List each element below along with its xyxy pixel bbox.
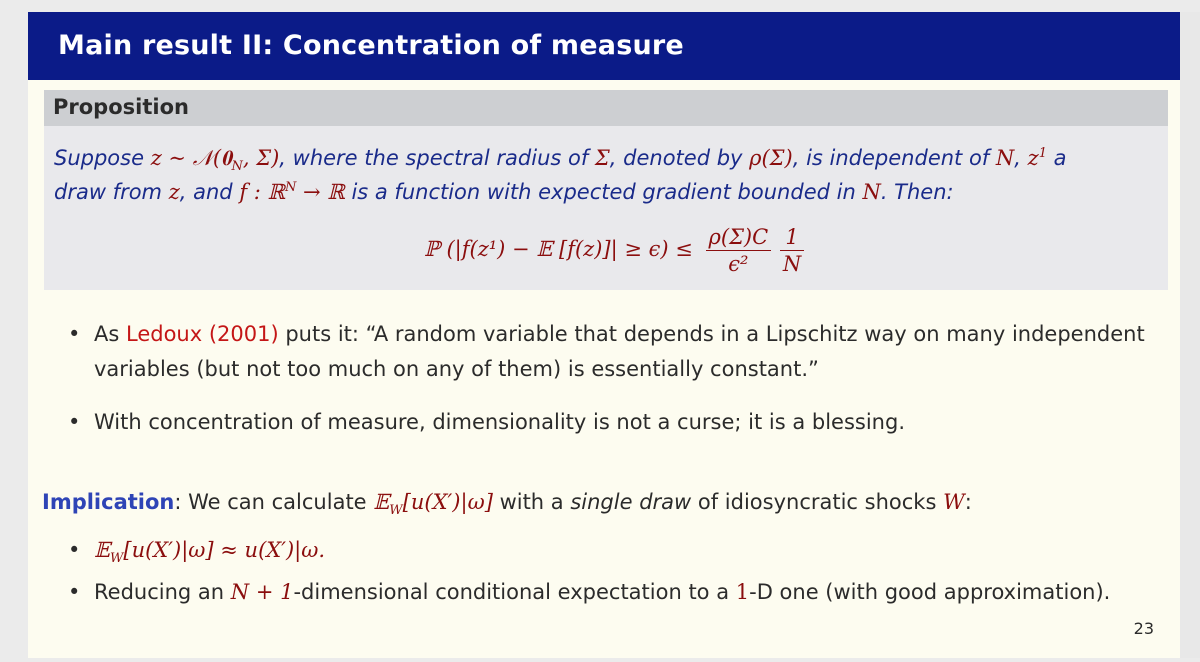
implication-label: Implication: [42, 490, 175, 514]
math-text: 𝔼: [373, 490, 390, 514]
bullet-dot-icon: •: [68, 322, 81, 346]
proposition-body: [44, 126, 1168, 290]
math-approximation: [94, 538, 325, 566]
math-text: → ℝ: [296, 180, 345, 204]
math-function-map: [239, 180, 344, 204]
prop-text: a: [1046, 146, 1067, 170]
prop-text: draw from: [54, 180, 169, 204]
slide-title: Main result II: Concentration of measure: [58, 30, 684, 61]
math-text: , Σ): [242, 146, 280, 170]
title-bar: [28, 12, 1180, 80]
implication-text: : We can calculate: [174, 490, 374, 514]
math-text: [u(X′)|ω]: [402, 490, 493, 514]
prop-text: , where the spectral radius of: [279, 146, 595, 170]
math-one: 1: [735, 580, 750, 604]
prop-text: , and: [179, 180, 240, 204]
bullet-text: -dimensional conditional expectation to a: [293, 580, 736, 604]
math-normal-dist: [150, 146, 280, 175]
implication-text: of idiosyncratic shocks: [691, 490, 944, 514]
math-subscript: W: [110, 551, 124, 567]
math-n: N: [995, 146, 1015, 170]
math-text: [u(X′)|ω] ≈ u(X′)|ω.: [123, 538, 326, 562]
math-n: N: [862, 180, 881, 204]
fraction-rho-c-over-eps2: [706, 224, 772, 277]
fraction-numerator: ρ(Σ)C: [706, 224, 772, 251]
bullet-dot-icon: •: [68, 538, 81, 562]
fraction-denominator: N: [782, 252, 802, 276]
citation-link[interactable]: Ledoux (2001): [125, 322, 279, 346]
math-sigma: Σ: [594, 146, 610, 170]
prop-text: , is independent of: [792, 146, 996, 170]
prop-text: ,: [1014, 146, 1028, 170]
prop-text: Suppose: [54, 146, 151, 170]
math-superscript: 1: [1038, 146, 1047, 161]
proposition-line-2: [54, 180, 954, 204]
fraction-denominator: ϵ²: [728, 252, 749, 276]
bullet-dot-icon: •: [68, 410, 81, 434]
implication-line: [42, 490, 972, 518]
formula-lhs: ℙ (|f(z¹) − 𝔼 [f(z)]| ≥ ϵ) ≤: [424, 237, 693, 261]
implication-text: :: [964, 490, 972, 514]
bullet-text-post: puts it: “A random variable that depends in a Lipschitz way on many independent: [278, 322, 1145, 346]
math-text: z ∼ 𝒩(𝟎: [150, 146, 232, 170]
math-n-plus-1: N + 1: [230, 580, 294, 604]
bullet-text: [94, 322, 1145, 346]
formula-row: [424, 224, 804, 277]
math-z1: [1028, 146, 1047, 170]
math-text: 𝔼: [94, 538, 111, 562]
proposition-header: [44, 90, 1168, 126]
page-number: 23: [1133, 619, 1154, 638]
math-expectation: [373, 490, 493, 519]
math-w: W: [943, 490, 965, 514]
implication-text: with a: [492, 490, 571, 514]
proposition-line-1: [54, 146, 1067, 174]
bullet-text: Reducing an: [94, 580, 231, 604]
prop-text: . Then:: [880, 180, 954, 204]
bullet-text: -D one (with good approximation).: [749, 580, 1111, 604]
fraction-numerator: 1: [780, 224, 804, 251]
fraction-one-over-n: [780, 224, 804, 277]
bullet-text: With concentration of measure, dimensionality is not a curse; it is a blessing.: [94, 410, 906, 434]
math-spectral-radius: ρ(Σ): [749, 146, 793, 170]
prop-text: , denoted by: [609, 146, 750, 170]
math-text: f : ℝ: [239, 180, 285, 204]
prop-text: is a function with expected gradient bounded in: [344, 180, 863, 204]
bullet-dot-icon: •: [68, 580, 81, 604]
slide: [28, 12, 1180, 658]
math-text: z: [1027, 146, 1039, 170]
math-subscript: W: [389, 503, 403, 519]
bullet-text-continuation: variables (but not too much on any of them) is essentially constant.”: [94, 357, 819, 381]
math-subscript: N: [231, 159, 243, 175]
bullet-text-pre: As: [94, 322, 126, 346]
implication-emphasis: single draw: [570, 490, 692, 514]
viewer-edge: [1180, 12, 1200, 658]
concentration-inequality: [44, 222, 1168, 282]
bullet-text: [94, 580, 1110, 604]
math-superscript: N: [284, 180, 297, 195]
proposition-heading: Proposition: [53, 95, 189, 119]
math-z: z: [168, 180, 180, 204]
